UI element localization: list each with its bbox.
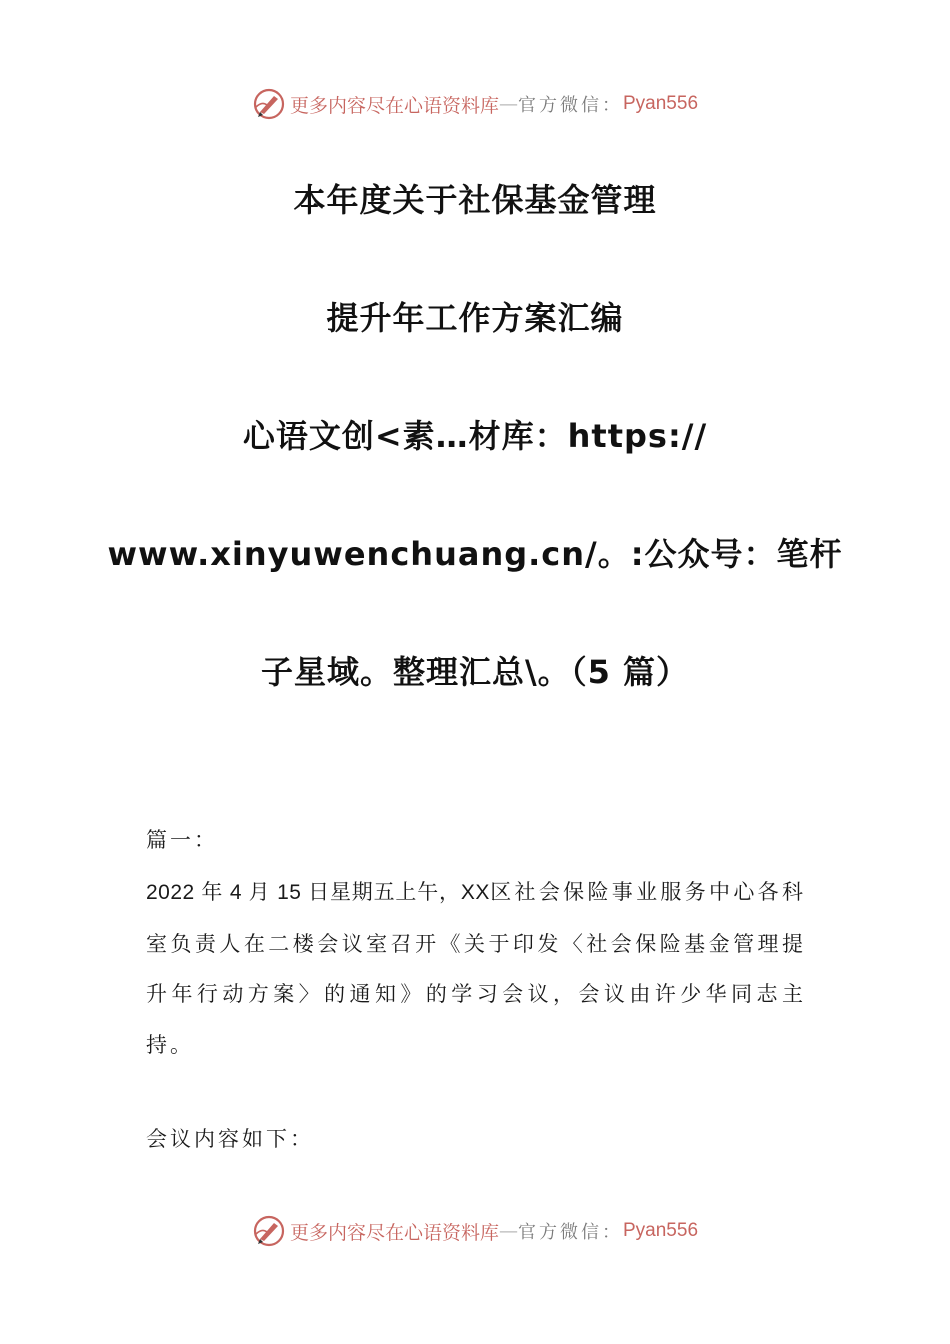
document-title: [0, 160, 950, 750]
title-line-2: 提升年工作方案汇编: [326, 299, 624, 337]
pen-logo-icon: [252, 1214, 286, 1248]
content-label: 会议内容如下：: [146, 1127, 314, 1151]
watermark-official-label: 官方微信：: [518, 95, 623, 116]
watermark-official-label: 官方微信：: [518, 1222, 623, 1243]
title-line-1: 本年度关于社保基金管理: [293, 181, 657, 219]
watermark-wechat-id: Pyan556: [623, 1220, 699, 1241]
watermark-main-text: 更多内容尽在心语资料库: [289, 94, 499, 117]
watermark-main-text: 更多内容尽在心语资料库: [289, 1221, 499, 1244]
pen-logo-icon: [252, 87, 286, 121]
paragraph-lead: 2022 年 4 月 15 日星期五上午，XX: [146, 881, 490, 904]
footer-watermark: [0, 1211, 950, 1251]
title-line-5: 子星域。整理汇总\。（5 篇）: [260, 653, 690, 691]
paragraph-rest: 区社会保险事业服务中心各科室负责人在二楼会议室召开《关于印发〈社会保险基金管理提升年行动方案〉的通知》的学习会议，会议由许少华同志主持。: [146, 880, 806, 1057]
section-label: 篇一：: [146, 828, 218, 852]
watermark-dash: —: [499, 1220, 518, 1242]
title-line-4: www.xinyuwenchuang.cn/。:公众号：笔杆: [107, 535, 843, 573]
body-paragraph: [146, 867, 806, 1070]
title-line-3: 心语文创<素…材库：https://: [242, 417, 708, 455]
watermark-dash: —: [499, 93, 518, 115]
watermark-wechat-id: Pyan556: [623, 93, 699, 114]
header-watermark: [0, 84, 950, 124]
